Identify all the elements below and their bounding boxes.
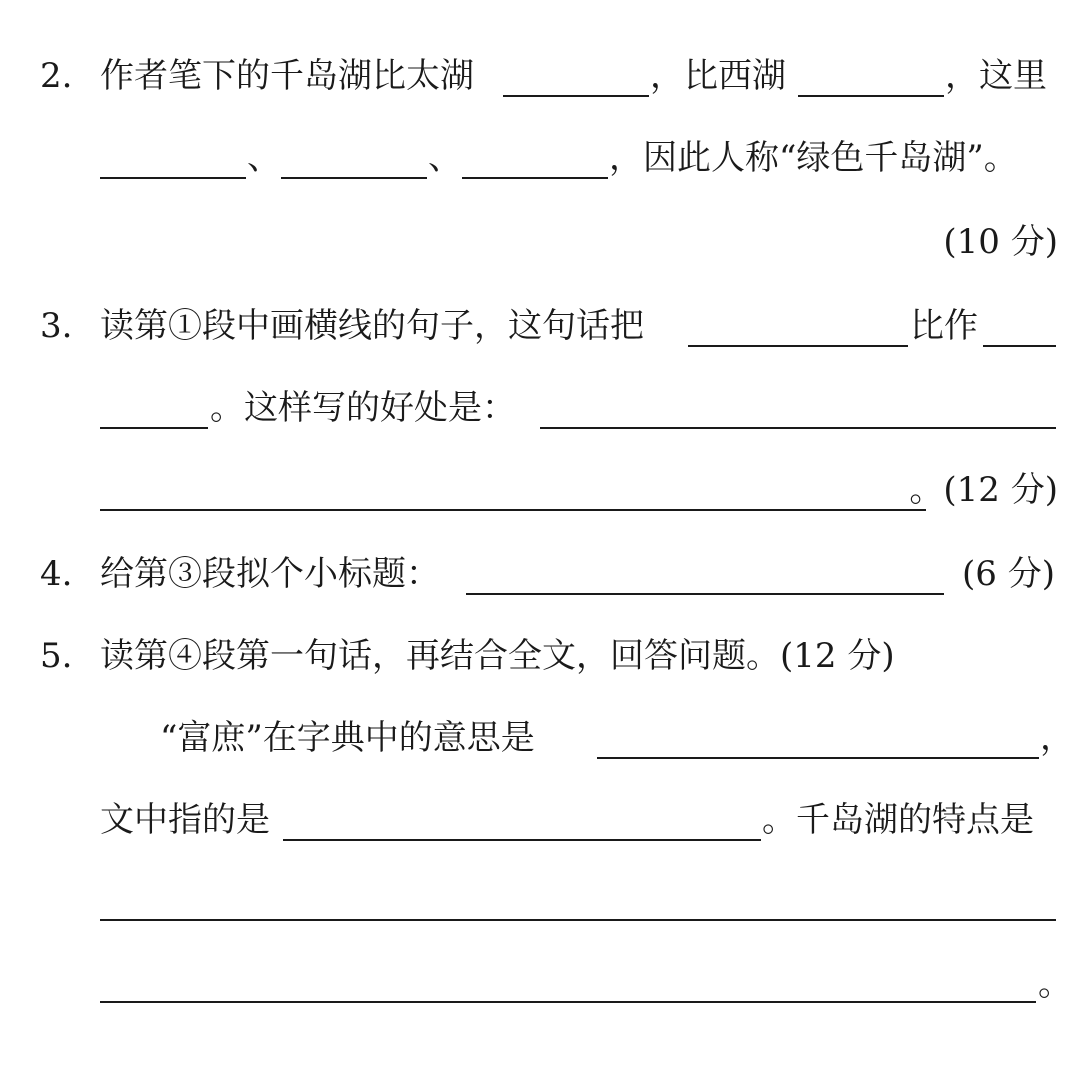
- q5-blank-feature-1[interactable]: [100, 919, 1056, 921]
- q2-blank-feature-1[interactable]: [100, 177, 246, 179]
- q2-blank-feature-2[interactable]: [281, 177, 427, 179]
- q3-line-2: [0, 380, 1080, 436]
- q3-text-b: 比作: [910, 306, 978, 346]
- q5-prompt: 读第④段第一句话，再结合全文，回答问题。(12 分): [100, 636, 895, 676]
- q5-line-3: [0, 792, 1080, 848]
- q5-blank-context-meaning[interactable]: [283, 839, 761, 841]
- q2-line-1: [0, 48, 1080, 104]
- q2-line-3: [0, 214, 1080, 270]
- q5-text-dictionary: “富庶”在字典中的意思是: [160, 718, 535, 758]
- q2-separator-2: 、: [428, 138, 462, 178]
- q3-text-a: 读第①段中画横线的句子，这句话把: [100, 306, 644, 346]
- q3-blank-object-a[interactable]: [983, 345, 1056, 347]
- q5-blank-dictionary-meaning[interactable]: [597, 757, 1039, 759]
- q5-line-5: [0, 956, 1080, 1012]
- q3-line-3: [0, 462, 1080, 518]
- q5-text-feature: 。千岛湖的特点是: [762, 800, 1034, 840]
- q5-blank-feature-2[interactable]: [100, 1001, 1036, 1003]
- q2-line-2: [0, 130, 1080, 186]
- q5-line-1: [0, 628, 1080, 684]
- q5-period: 。: [1038, 964, 1072, 1004]
- q4-blank-title[interactable]: [466, 593, 944, 595]
- q3-end-score: 。(12 分): [909, 470, 1058, 510]
- q2-blank-feature-3[interactable]: [462, 177, 608, 179]
- q3-line-1: [0, 298, 1080, 354]
- q2-blank-xihu[interactable]: [798, 95, 944, 97]
- q5-number: 5.: [40, 636, 73, 676]
- q5-line-4: [0, 874, 1080, 930]
- q5-line-2: [0, 710, 1080, 766]
- q5-text-context: 文中指的是: [100, 800, 270, 840]
- q2-text-b: ，比西湖: [650, 56, 786, 96]
- q3-blank-benefit-1[interactable]: [540, 427, 1056, 429]
- q3-blank-subject[interactable]: [688, 345, 908, 347]
- q4-number: 4.: [40, 554, 73, 594]
- q4-score: (6 分): [962, 554, 1055, 594]
- q2-blank-taihu[interactable]: [503, 95, 649, 97]
- q2-text-c: ，这里: [945, 56, 1047, 96]
- q4-text: 给第③段拟个小标题：: [100, 554, 440, 594]
- q2-number: 2.: [40, 56, 73, 96]
- q3-number: 3.: [40, 306, 73, 346]
- q4-line: [0, 546, 1080, 602]
- q3-text-benefit: 。这样写的好处是：: [210, 388, 516, 428]
- q2-text-a: 作者笔下的千岛湖比太湖: [100, 56, 474, 96]
- q2-text-end: ，因此人称“绿色千岛湖”。: [609, 138, 1018, 178]
- q3-blank-object-b[interactable]: [100, 427, 208, 429]
- q2-separator-1: 、: [247, 138, 281, 178]
- q3-blank-benefit-2[interactable]: [100, 509, 926, 511]
- q5-comma: ，: [1040, 718, 1074, 758]
- q2-score: (10 分): [943, 222, 1058, 262]
